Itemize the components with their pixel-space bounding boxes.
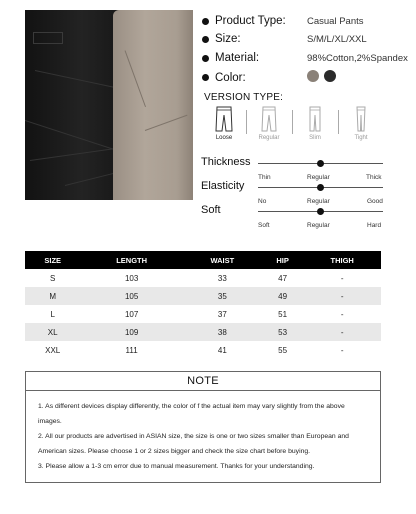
table-row: [25, 341, 381, 359]
table-cell: 105: [80, 287, 183, 305]
product-photo: [25, 10, 193, 200]
table-cell: L: [25, 305, 80, 323]
table-cell: 41: [183, 341, 262, 359]
table-cell: M: [25, 287, 80, 305]
divider: [246, 110, 247, 134]
version-regular: [249, 106, 289, 141]
version-slim: [295, 106, 335, 141]
note-item: 1. As different devices display differently, the color of f the actual item may vary slightly from the above images.: [38, 403, 345, 425]
table-cell: 33: [183, 269, 262, 287]
version-label: Regular: [258, 135, 280, 141]
scale-high-label: Thick: [366, 174, 382, 181]
column-header: SIZE: [25, 251, 80, 269]
scale-mid-label: Regular: [307, 222, 330, 229]
color-swatches: [307, 70, 341, 85]
note-title: NOTE: [26, 372, 380, 391]
divider: [338, 110, 339, 134]
loose-pants-icon: [214, 106, 234, 132]
khaki-pants-image: [113, 10, 193, 200]
table-cell: 103: [80, 269, 183, 287]
table-row: [25, 269, 381, 287]
scale-mid-label: Regular: [307, 174, 330, 181]
table-cell: 38: [183, 323, 262, 341]
spec-value: Casual Pants: [307, 15, 364, 27]
regular-pants-icon: [259, 106, 279, 132]
note-item: 2. All our products are advertised in ASIAN size, the size is one or two sizes smaller than European and American sizes. Please choose 1 or 2 sizes bigger and check the size chart before buying.: [38, 433, 349, 455]
spec-product-type: [202, 15, 364, 27]
version-label: Slim: [309, 135, 321, 141]
table-header-row: [25, 251, 381, 269]
table-cell: XL: [25, 323, 80, 341]
table-row: [25, 287, 381, 305]
version-options: [204, 106, 384, 150]
table-cell: 47: [262, 269, 304, 287]
scale-high-label: Hard: [367, 222, 382, 229]
spec-label: Material:: [215, 52, 260, 64]
table-cell: 55: [262, 341, 304, 359]
scale-name: Soft: [201, 204, 221, 216]
table-cell: XXL: [25, 341, 80, 359]
spec-value: 98%Cotton,2%Spandex: [307, 52, 408, 64]
table-cell: 51: [262, 305, 304, 323]
column-header: WAIST: [183, 251, 262, 269]
softness-scale: [201, 204, 386, 236]
note-box: [25, 371, 381, 483]
note-body: [26, 391, 380, 474]
version-loose: [204, 106, 244, 141]
spec-label: Size:: [215, 33, 241, 45]
scale-marker: [317, 208, 324, 215]
spec-material: [202, 52, 408, 64]
column-header: THIGH: [303, 251, 381, 269]
table-cell: 49: [262, 287, 304, 305]
spec-color: [202, 70, 341, 85]
belt-loop: [33, 32, 63, 44]
column-header: LENGTH: [80, 251, 183, 269]
color-swatch: [307, 70, 319, 82]
scale-low-label: Soft: [258, 222, 270, 229]
version-label: Loose: [215, 135, 233, 141]
bullet-icon: [202, 55, 209, 62]
table-cell: -: [303, 305, 381, 323]
scale-marker: [317, 160, 324, 167]
version-tight: [341, 106, 381, 141]
color-swatch: [324, 70, 336, 82]
table-cell: 107: [80, 305, 183, 323]
scale-low-label: No: [258, 198, 267, 205]
divider: [292, 110, 293, 134]
column-header: HIP: [262, 251, 304, 269]
slim-pants-icon: [305, 106, 325, 132]
bullet-icon: [202, 74, 209, 81]
table-cell: -: [303, 269, 381, 287]
table-cell: 35: [183, 287, 262, 305]
spec-value: S/M/L/XL/XXL: [307, 33, 367, 45]
spec-label: Color:: [215, 71, 246, 84]
note-item: 3. Please allow a 1-3 cm error due to manual measurement. Thanks for your understanding.: [38, 463, 315, 470]
scale-name: Elasticity: [201, 180, 245, 192]
table-cell: 111: [80, 341, 183, 359]
size-chart-table: [25, 251, 381, 359]
table-cell: -: [303, 287, 381, 305]
table-row: [25, 323, 381, 341]
scale-low-label: Thin: [258, 174, 271, 181]
bullet-icon: [202, 36, 209, 43]
table-cell: 109: [80, 323, 183, 341]
scale-mid-label: Regular: [307, 198, 330, 205]
spec-size: [202, 33, 367, 45]
spec-label: Product Type:: [215, 15, 286, 27]
table-row: [25, 305, 381, 323]
version-label: Tight: [354, 135, 368, 141]
scale-marker: [317, 184, 324, 191]
scale-name: Thickness: [201, 156, 251, 168]
table-cell: -: [303, 323, 381, 341]
table-cell: S: [25, 269, 80, 287]
table-cell: 53: [262, 323, 304, 341]
scale-high-label: Good: [367, 198, 383, 205]
table-cell: 37: [183, 305, 262, 323]
tight-pants-icon: [351, 106, 371, 132]
table-cell: -: [303, 341, 381, 359]
version-title: VERSION TYPE:: [204, 92, 284, 103]
bullet-icon: [202, 18, 209, 25]
